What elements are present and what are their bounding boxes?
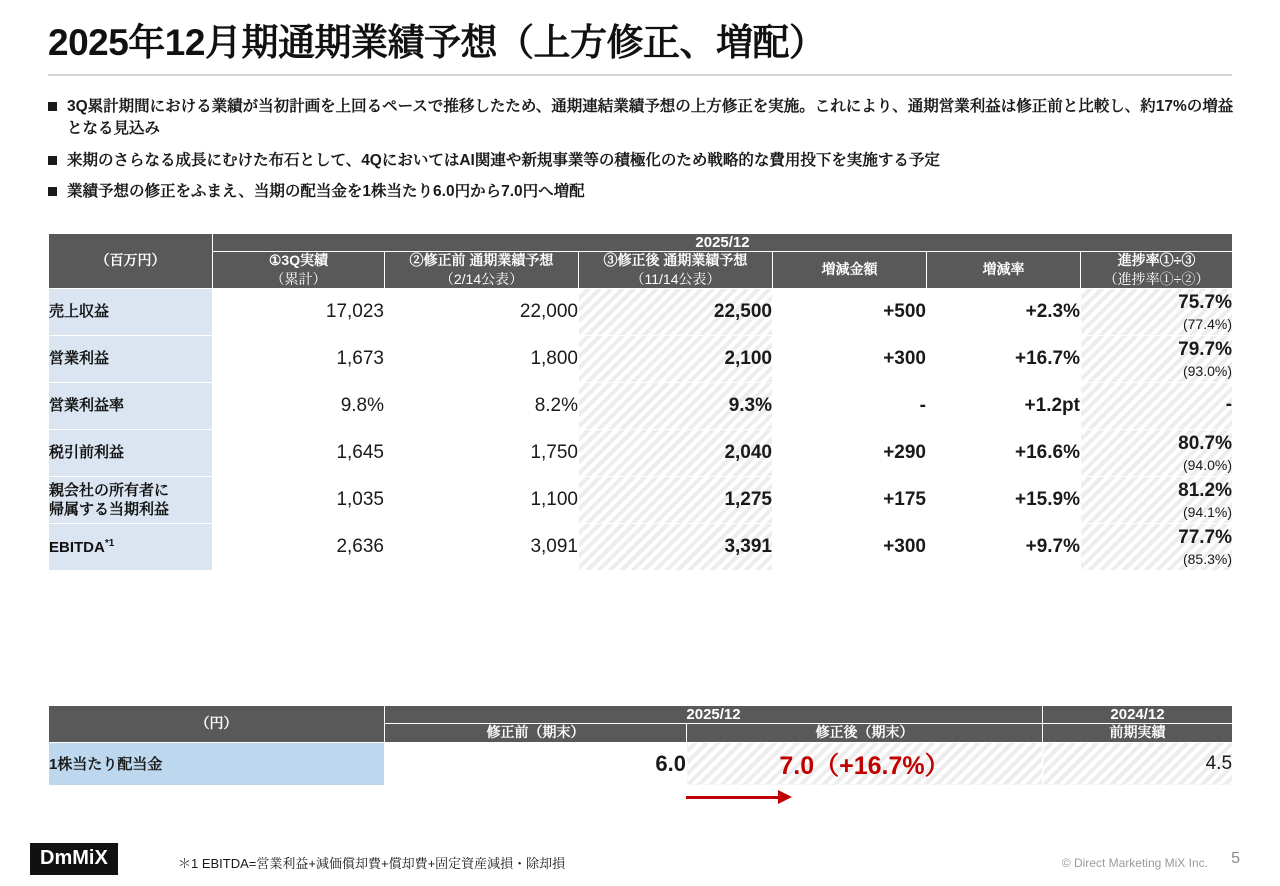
cell-progress [1081, 430, 1233, 477]
dividend-col-after: 修正後（期末） [687, 724, 1043, 743]
footnote-text: ＊1 EBITDA=営業利益+減価償却費+償却費+固定資産減損・除却損 [178, 856, 566, 871]
col-header-after [579, 252, 773, 289]
cell-q3: 1,035 [213, 477, 385, 524]
dividend-year-current-header: 2025/12 [385, 706, 1043, 724]
col-header-diff-rate: 増減率 [927, 252, 1081, 289]
cell-after: 2,040 [579, 430, 773, 477]
cell-diff-amount: +300 [773, 336, 927, 383]
results-table [48, 233, 1233, 571]
dividend-header-row-year [49, 706, 1233, 724]
cell-progress-main: 80.7% [1178, 432, 1233, 454]
cell-progress-main: - [1225, 394, 1233, 416]
dividend-table [48, 705, 1233, 786]
cell-progress-sub: (94.1%) [1182, 503, 1233, 520]
col-header-q3-line1: ①3Q実績 [268, 252, 329, 268]
cell-progress-main: 75.7% [1178, 291, 1233, 313]
cell-after: 2,100 [579, 336, 773, 383]
arrow-line [686, 796, 782, 799]
cell-diff-rate: +16.7% [927, 336, 1081, 383]
table-row [49, 383, 1233, 430]
row-label: 税引前利益 [49, 430, 213, 477]
cell-diff-rate: +15.9% [927, 477, 1081, 524]
bullet-marker-icon [48, 156, 57, 165]
unit-header: （百万円） [49, 234, 213, 289]
col-header-progress-line1: 進捗率①÷③ [1117, 252, 1196, 268]
page-title: 2025年12月期通期業績予想（上方修正、増配） [48, 22, 826, 63]
cell-q3: 17,023 [213, 289, 385, 336]
col-header-progress-line2: （進捗率①÷②） [1103, 270, 1210, 287]
table-row [49, 289, 1233, 336]
cell-diff-rate: +1.2pt [927, 383, 1081, 430]
cell-q3: 1,673 [213, 336, 385, 383]
dividend-unit-header: （円） [49, 706, 385, 743]
col-header-q3 [213, 252, 385, 289]
cell-diff-amount: +290 [773, 430, 927, 477]
cell-after: 22,500 [579, 289, 773, 336]
cell-after: 9.3% [579, 383, 773, 430]
row-label: 営業利益率 [49, 383, 213, 430]
table-row [49, 336, 1233, 383]
cell-diff-rate: +16.6% [927, 430, 1081, 477]
bullet-text: 来期のさらなる成長にむけた布石として、4QにおいてはAI関連や新規事業等の積極化のため戦略的な費用投下を実施する予定 [67, 151, 940, 169]
cell-diff-amount: +500 [773, 289, 927, 336]
cell-before: 1,100 [385, 477, 579, 524]
cell-diff-rate: +2.3% [927, 289, 1081, 336]
cell-diff-amount: +300 [773, 524, 927, 571]
col-header-progress [1081, 252, 1233, 289]
table-header-row-columns [49, 252, 1233, 289]
arrow-head [778, 790, 792, 804]
row-label [49, 524, 213, 571]
dividend-value-prev: 4.5 [1043, 742, 1233, 785]
col-header-after-line2: （11/14公表） [630, 270, 721, 287]
cell-diff-rate: +9.7% [927, 524, 1081, 571]
cell-progress [1081, 289, 1233, 336]
bullet-item [48, 96, 1240, 141]
dividend-year-prev-header: 2024/12 [1043, 706, 1233, 724]
row-label-line1: 親会社の所有者に [49, 481, 170, 499]
row-label [49, 477, 213, 524]
dividend-value-before: 6.0 [385, 742, 687, 785]
row-label-line2: 帰属する当期利益 [49, 501, 170, 518]
bullet-text: 業績予想の修正をふまえ、当期の配当金を1株当たり6.0円から7.0円へ増配 [67, 183, 585, 201]
col-header-before-line2: （2/14公表） [439, 270, 524, 287]
col-header-before [385, 252, 579, 289]
table-row [49, 477, 1233, 524]
cell-before: 3,091 [385, 524, 579, 571]
cell-progress-sub: (77.4%) [1182, 315, 1233, 332]
cell-q3: 1,645 [213, 430, 385, 477]
company-logo: DmMiX [30, 843, 118, 875]
cell-q3: 9.8% [213, 383, 385, 430]
col-header-before-line1: ②修正前 通期業績予想 [409, 252, 554, 268]
row-label: 営業利益 [49, 336, 213, 383]
cell-progress [1081, 336, 1233, 383]
row-label: 売上収益 [49, 289, 213, 336]
bullet-list [48, 96, 1240, 213]
dividend-col-prev: 前期実績 [1043, 724, 1233, 743]
row-label-footnote-marker: *1 [104, 537, 115, 549]
cell-after: 1,275 [579, 477, 773, 524]
dividend-row-label: 1株当たり配当金 [49, 742, 385, 785]
title-area [48, 22, 1232, 76]
year-header: 2025/12 [213, 234, 1233, 252]
dividend-row [49, 742, 1233, 785]
cell-after: 3,391 [579, 524, 773, 571]
cell-progress [1081, 383, 1233, 430]
table-header-row-year [49, 234, 1233, 252]
dividend-col-before: 修正前（期末） [385, 724, 687, 743]
page-number: 5 [1231, 850, 1240, 867]
bullet-item [48, 181, 1240, 203]
title-divider [48, 74, 1232, 76]
cell-progress-main: 79.7% [1178, 338, 1233, 360]
bullet-text: 3Q累計期間における業績が当初計画を上回るペースで推移したため、通期連結業績予想の上方修正を実施。これにより、通期営業利益は修正前と比較し、約17%の増益となる見込み [67, 98, 1234, 138]
cell-progress-sub: (94.0%) [1182, 456, 1233, 473]
bullet-item [48, 150, 1240, 172]
cell-before: 1,800 [385, 336, 579, 383]
row-label-text: EBITDA [49, 538, 105, 556]
table-row [49, 524, 1233, 571]
cell-diff-amount: +175 [773, 477, 927, 524]
cell-progress-sub: (85.3%) [1182, 550, 1233, 567]
cell-diff-amount: - [773, 383, 927, 430]
increase-arrow-icon [686, 788, 806, 808]
dividend-value-after: 7.0（+16.7%） [687, 742, 1043, 785]
col-header-after-line1: ③修正後 通期業績予想 [603, 252, 748, 268]
cell-progress-main: 81.2% [1178, 479, 1233, 501]
copyright-text: © Direct Marketing MiX Inc. [1061, 856, 1208, 870]
cell-q3: 2,636 [213, 524, 385, 571]
cell-progress-sub: (93.0%) [1182, 362, 1233, 379]
bullet-marker-icon [48, 102, 57, 111]
cell-progress-main: 77.7% [1178, 526, 1233, 548]
bullet-marker-icon [48, 187, 57, 196]
col-header-q3-line2: （累計） [270, 270, 327, 287]
cell-progress [1081, 477, 1233, 524]
col-header-diff-amount: 増減金額 [773, 252, 927, 289]
table-row [49, 430, 1233, 477]
cell-progress [1081, 524, 1233, 571]
cell-before: 1,750 [385, 430, 579, 477]
cell-before: 8.2% [385, 383, 579, 430]
cell-before: 22,000 [385, 289, 579, 336]
